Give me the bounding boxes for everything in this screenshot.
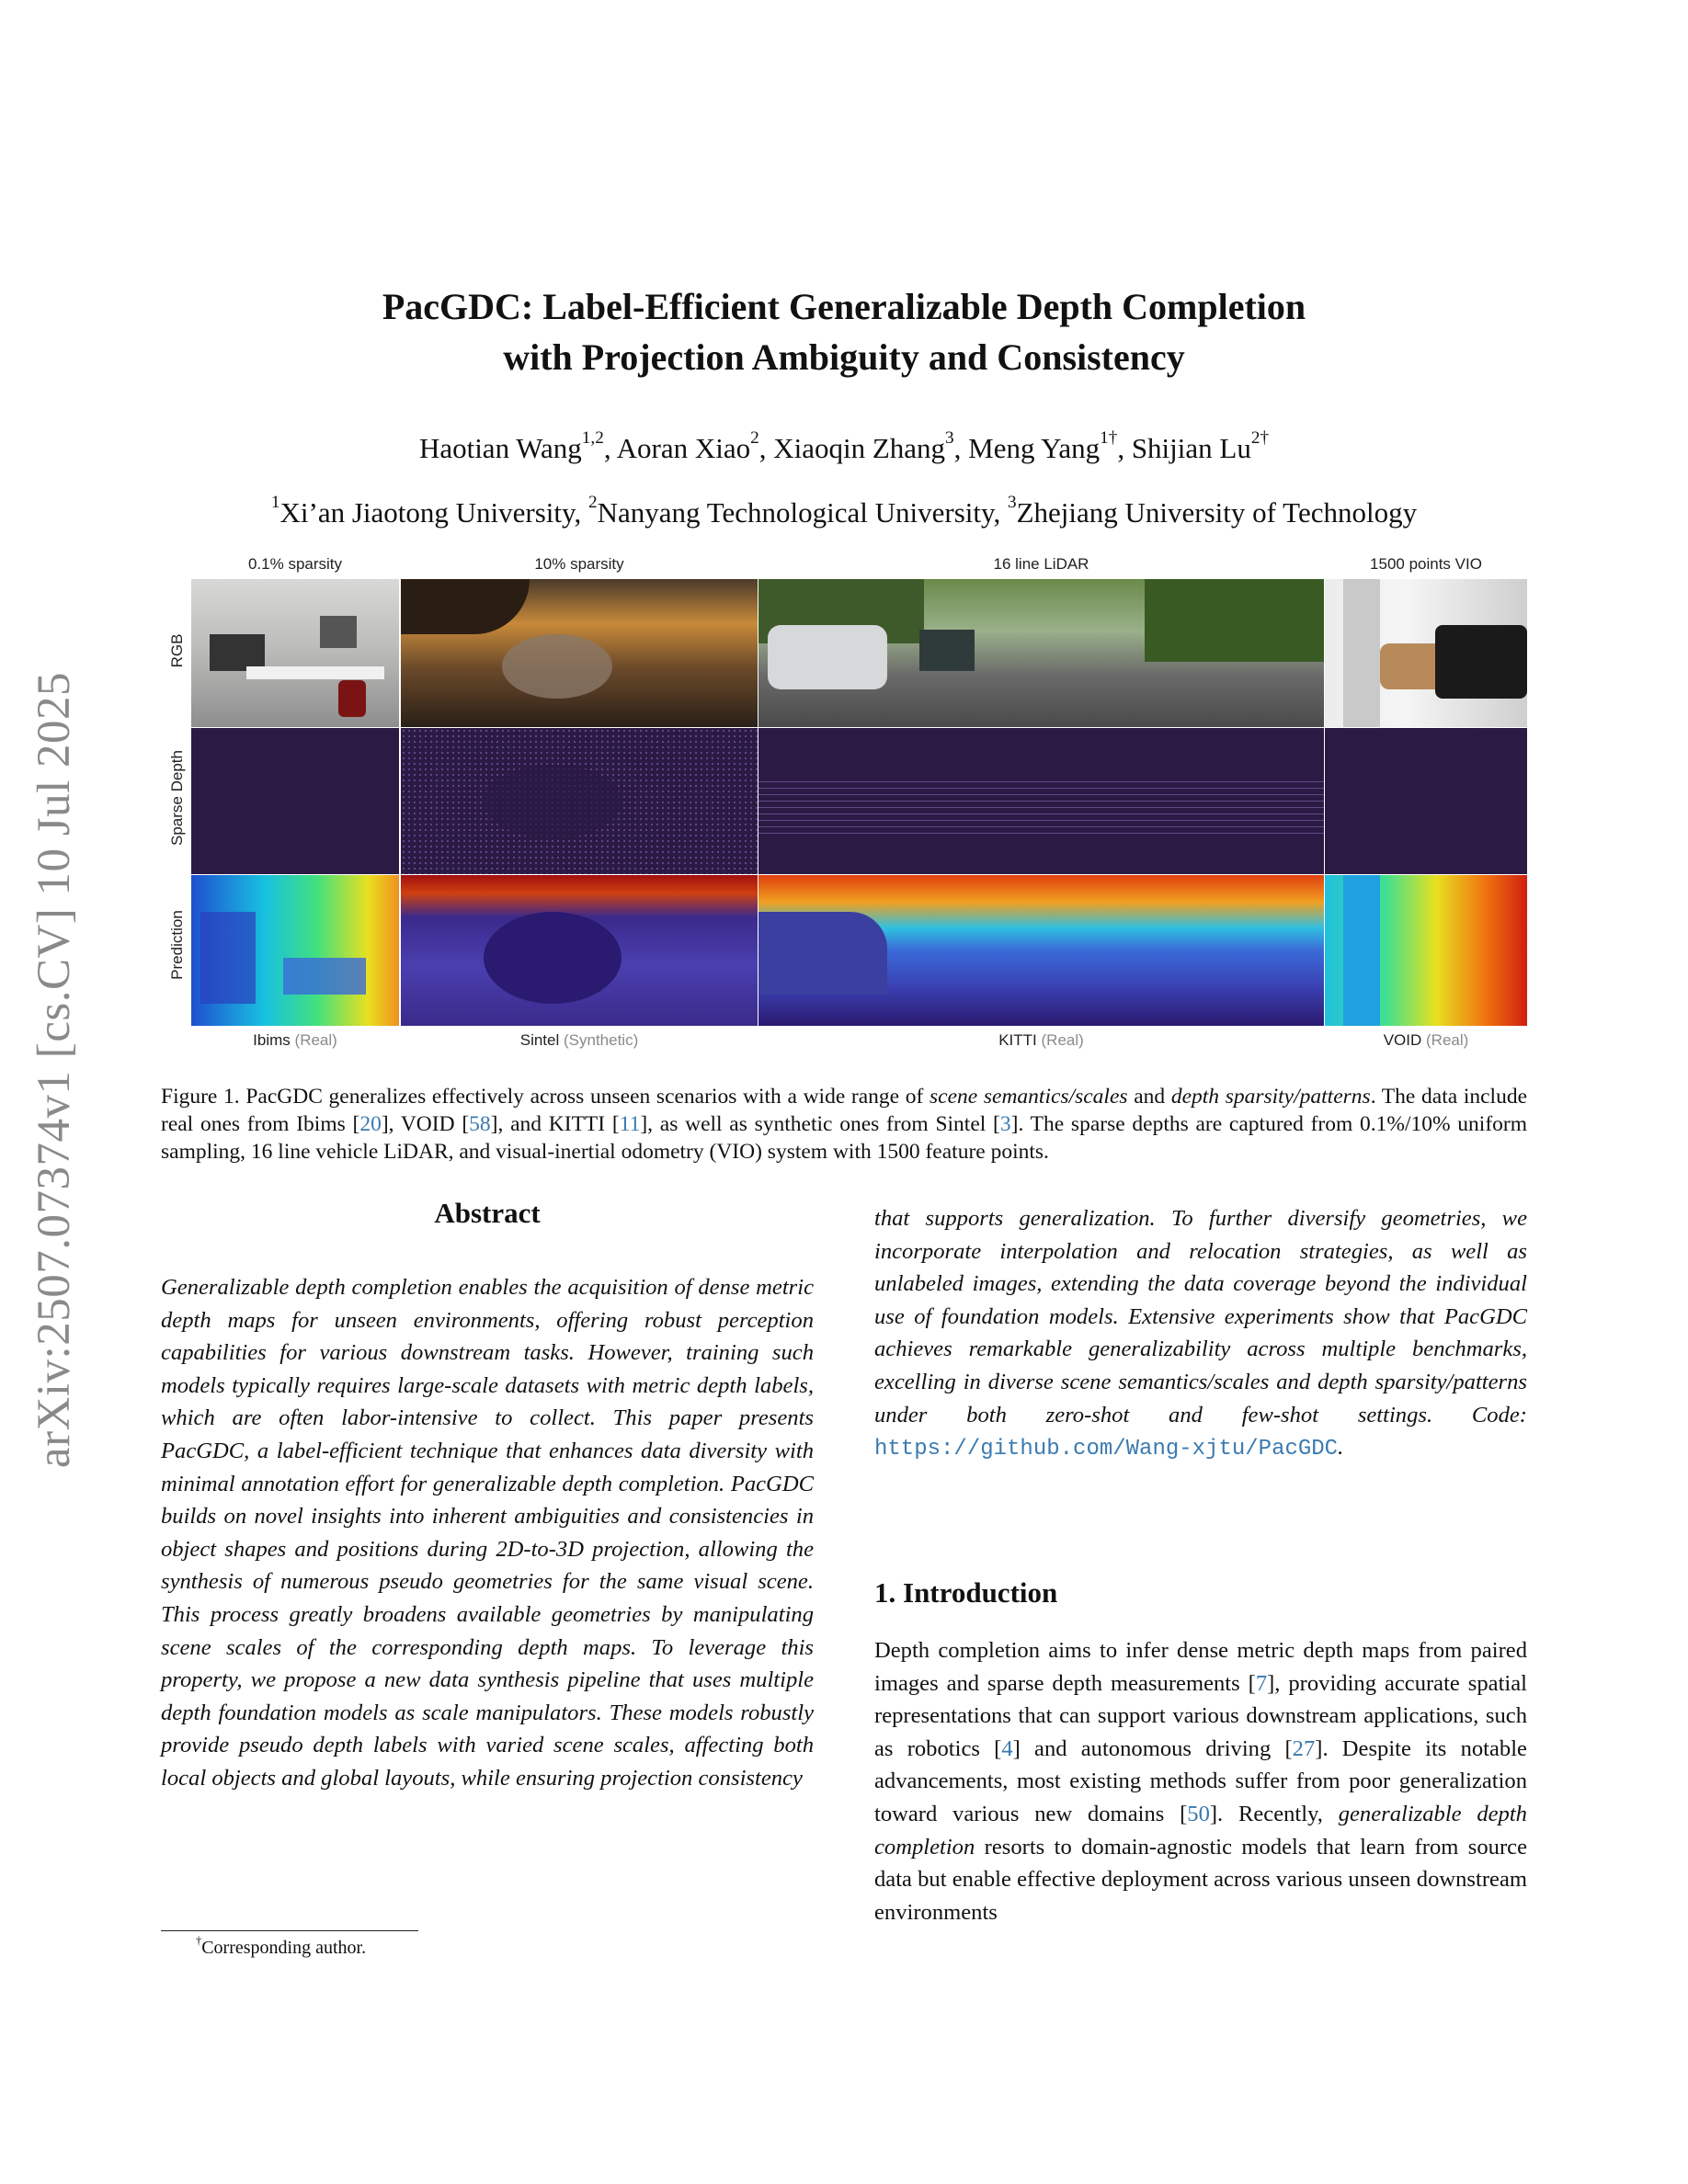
caption-text: Figure 1. PacGDC generalizes effectively across unseen scenarios with a wide range of	[161, 1085, 930, 1109]
rgb-image-sintel	[401, 579, 758, 727]
author-name: Aoran Xiao	[616, 432, 751, 464]
prediction-kitti	[758, 875, 1324, 1026]
title-line-1: PacGDC: Label-Efficient Generalizable Depth Completion	[382, 286, 1306, 327]
author-affil-mark: 1†	[1100, 428, 1118, 448]
footnote-text: Corresponding author.	[201, 1938, 367, 1958]
footnote-mark: †	[196, 1934, 202, 1947]
footnote	[196, 1934, 367, 1959]
dataset-label	[758, 1031, 1324, 1050]
dataset-name: KITTI	[998, 1031, 1037, 1049]
author-affil-mark: 2†	[1250, 428, 1270, 448]
caption-emphasis: depth sparsity/patterns	[1170, 1085, 1371, 1109]
sparse-depth-ibims	[191, 728, 399, 874]
dataset-name: VOID	[1383, 1031, 1422, 1049]
intro-text: Depth completion aims to infer dense metric depth maps from paired images and sparse depth measurements [	[874, 1638, 1527, 1696]
intro-emphasis: generalizable depth completion	[874, 1801, 1527, 1860]
affil-mark: 1	[270, 493, 280, 512]
abstract-text: that supports generalization. To further diversify geometries, we incorporate interpolation and relocation strategies, as well as unlabeled images, extending the data coverage beyond the individual use of foundation models. Extensive experiments show that PacGDC achieves remarkable generalizability across multiple benchmarks, excelling in diverse scene semantics/scales and depth sparsity/patterns under both zero-shot and few-shot settings. Code:	[874, 1206, 1527, 1428]
author-affil-mark: 2	[750, 428, 759, 448]
dataset-kind: (Real)	[1041, 1031, 1084, 1049]
row-label: Sparse Depth	[168, 750, 186, 846]
intro-text: ]. Recently,	[1209, 1801, 1339, 1826]
dataset-label	[1325, 1031, 1527, 1050]
author-affil-mark: 1,2	[581, 428, 604, 448]
citation-link[interactable]: 3	[999, 1112, 1011, 1136]
sparse-depth-kitti	[758, 728, 1324, 874]
affil-mark: 3	[1008, 493, 1017, 512]
dataset-name: Sintel	[519, 1031, 560, 1049]
caption-text: ], and KITTI [	[490, 1112, 620, 1136]
caption-text: . The data include real ones from Ibims [	[161, 1085, 1527, 1136]
column-title: 0.1% sparsity	[247, 555, 343, 573]
affiliation: Zhejiang University of Technology	[1016, 496, 1418, 529]
abstract-body-right	[874, 1202, 1527, 1466]
column-title: 10% sparsity	[534, 555, 624, 573]
author-name: Meng Yang	[968, 432, 1101, 464]
caption-text: ], VOID [	[381, 1112, 470, 1136]
prediction-ibims	[191, 875, 399, 1026]
caption-text: ]. The sparse depths are captured from 0.1%/10% uniform sampling, 16 line vehicle LiDAR, and visual-inertial odometry (VIO) system with 1500 feature points.	[161, 1112, 1528, 1164]
citation-link[interactable]: 4	[1001, 1735, 1013, 1761]
paper-title	[0, 281, 1688, 382]
affiliation-list: $^1$Xi’an Jiaotong University, $^2$Nanyang Technological University, $^3$Zhejiang University of Technology	[270, 493, 1418, 529]
caption-emphasis: scene semantics/scales	[930, 1085, 1128, 1109]
rgb-image-kitti	[758, 579, 1324, 727]
author-affil-mark: 3	[945, 428, 954, 448]
author-name: Shijian Lu	[1131, 432, 1251, 464]
code-link[interactable]: https://github.com/Wang-xjtu/PacGDC	[874, 1437, 1339, 1462]
sparse-depth-sintel	[401, 728, 758, 874]
intro-text: ]. Despite its notable advancements, most existing methods suffer from poor generalization toward various new domains [	[874, 1735, 1527, 1826]
author-name: Xiaoqin Zhang	[773, 432, 946, 464]
rgb-image-ibims	[191, 579, 399, 727]
dataset-kind: (Real)	[294, 1031, 337, 1049]
prediction-void	[1325, 875, 1527, 1026]
author-name: Haotian Wang	[418, 432, 582, 464]
dataset-label	[401, 1031, 758, 1050]
rgb-image-void	[1325, 579, 1527, 727]
dataset-kind: (Real)	[1426, 1031, 1469, 1049]
column-title: 16 line LiDAR	[993, 555, 1089, 573]
dataset-name: Ibims	[253, 1031, 291, 1049]
citation-link[interactable]: 20	[359, 1112, 382, 1136]
intro-text: ], providing accurate spatial representations that can support various downstream applications, such as robotics [	[874, 1670, 1527, 1761]
column-title: 1500 points VIO	[1370, 555, 1482, 573]
affiliation: Nanyang Technological University	[597, 496, 994, 529]
intro-text: resorts to domain-agnostic models that learn from source data but enable effective deployment across various unseen downstream environments	[874, 1834, 1527, 1925]
intro-body	[874, 1634, 1527, 1928]
section-heading: 1. Introduction	[874, 1576, 1058, 1609]
abstract-text: .	[1338, 1435, 1344, 1461]
abstract-body-left: Generalizable depth completion enables the acquisition of dense metric depth maps for unseen environments, offering robust perception capabilities for various downstream tasks. However, training such models typically requires large-scale datasets with metric depth labels, which are often labor-intensive to collect. This paper presents PacGDC, a label-efficient technique that enhances data diversity with minimal annotation effort for generalizable depth completion. PacGDC builds on novel insights into inherent ambiguities and consistencies in object shapes and positions during 2D-to-3D projection, allowing the synthesis of numerous pseudo geometries for the same visual scene. This process greatly broadens available geometries by manipulating scene scales of the corresponding depth maps. To leverage this property, we propose a new data synthesis pipeline that uses multiple depth foundation models as scale manipulators. These models robustly provide pseudo depth labels with varied scene scales, affecting both local objects and global layouts, while ensuring projection consistency	[161, 1275, 814, 1791]
affil-mark: 2	[588, 493, 598, 512]
arxiv-sidebar-stamp: arXiv:2507.07374v1 [cs.CV] 10 Jul 2025	[29, 671, 80, 1469]
dataset-kind: (Synthetic)	[564, 1031, 639, 1049]
sparse-depth-void	[1325, 728, 1527, 874]
affiliation: Xi’an Jiaotong University	[279, 496, 575, 529]
footnote-rule	[161, 1930, 418, 1931]
figure-caption	[161, 1083, 1527, 1166]
row-label: Prediction	[168, 910, 186, 980]
citation-link[interactable]: 58	[469, 1112, 491, 1136]
abstract-heading: Abstract	[434, 1197, 541, 1229]
citation-link[interactable]: 7	[1255, 1670, 1268, 1696]
caption-text: and	[1127, 1085, 1171, 1109]
prediction-sintel	[401, 875, 758, 1026]
dataset-label	[191, 1031, 399, 1050]
author-list: Haotian Wang$^{1,2}$, Aoran Xiao$^2$, Xiaoqin Zhang$^3$, Meng Yang$^{1\dagger}$, Shijian $Lu^{2\dagger}$	[418, 428, 1270, 464]
citation-link[interactable]: 11	[619, 1112, 641, 1136]
caption-text: ], as well as synthetic ones from Sintel [	[640, 1112, 1000, 1136]
citation-link[interactable]: 50	[1187, 1801, 1210, 1826]
intro-text: ] and autonomous driving [	[1012, 1735, 1293, 1761]
row-label: RGB	[168, 633, 186, 668]
title-line-2: with Projection Ambiguity and Consistency	[503, 336, 1185, 378]
citation-link[interactable]: 27	[1292, 1735, 1316, 1761]
